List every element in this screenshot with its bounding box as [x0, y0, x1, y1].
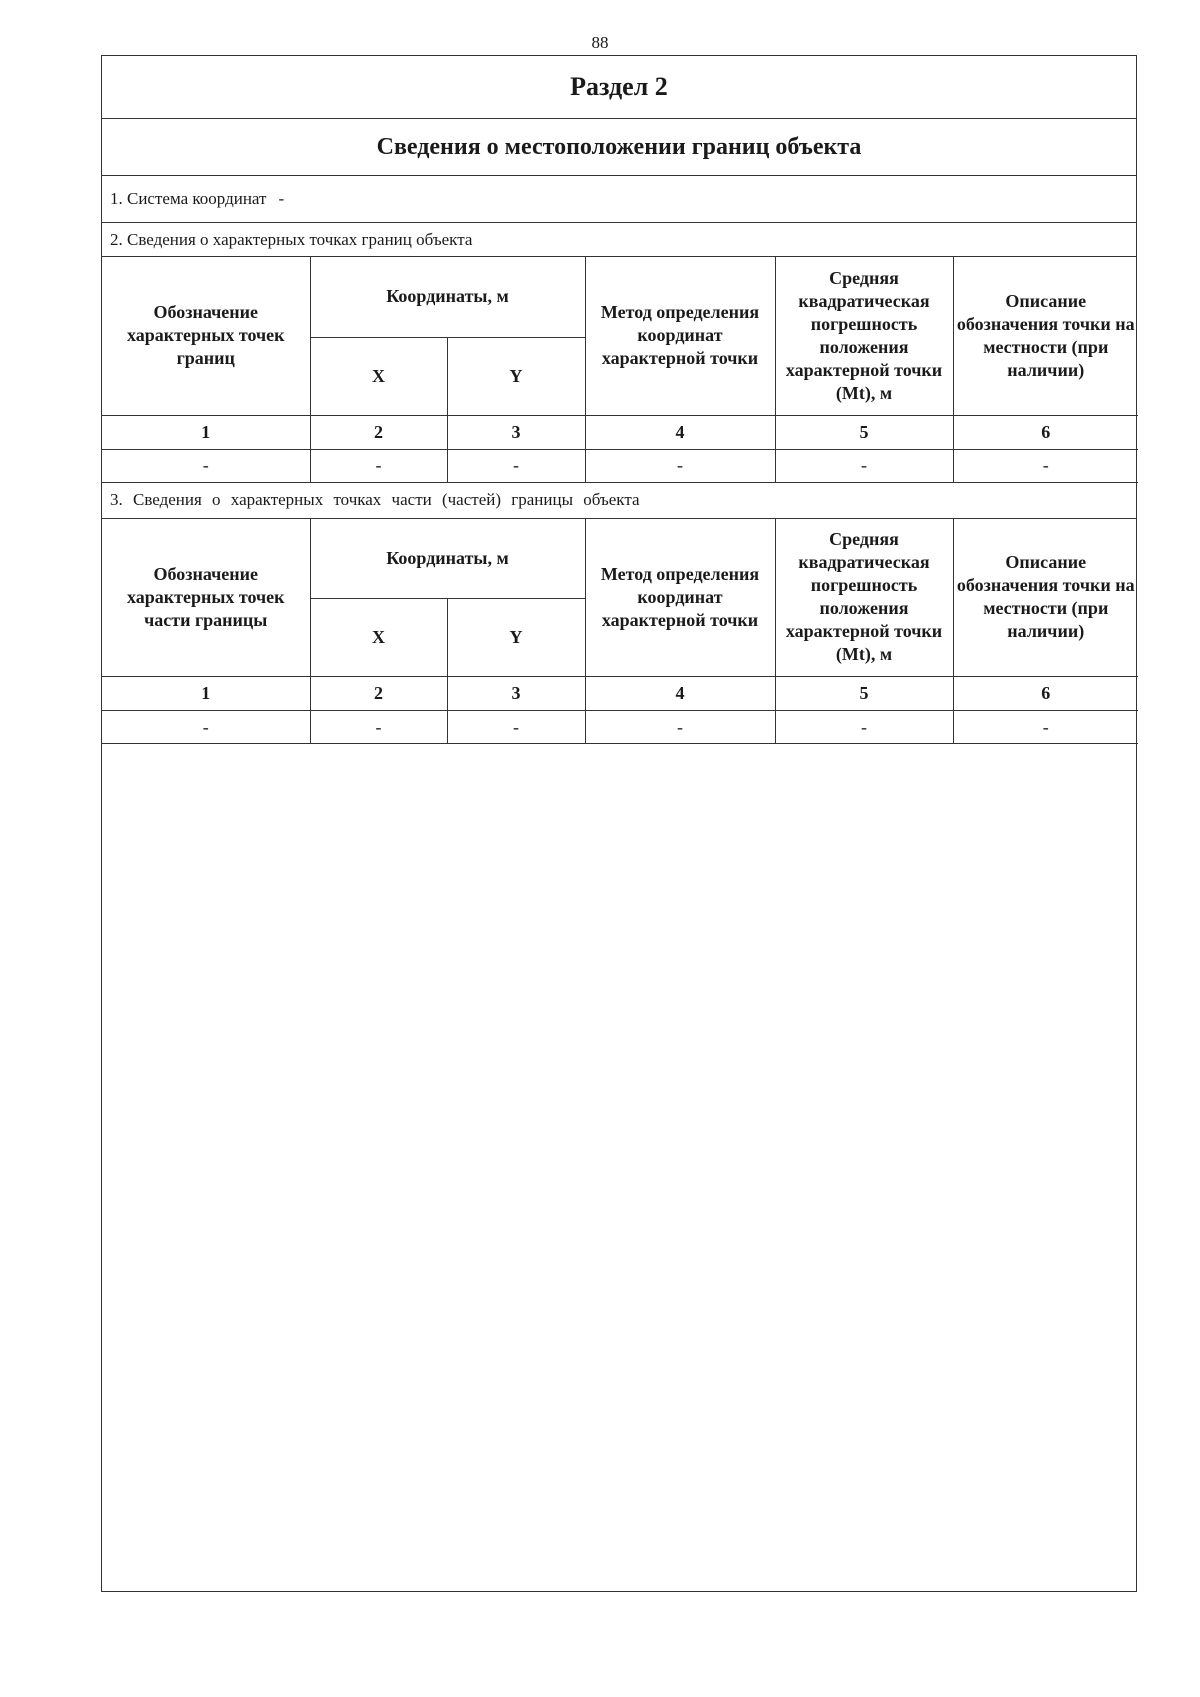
- header-description: Описание обозначения точки на местности (при наличии): [953, 519, 1138, 677]
- header-description: Описание обозначения точки на местности (при наличии): [953, 257, 1138, 415]
- column-number: 4: [585, 415, 775, 449]
- header-method: Метод определения координат характерной точки: [585, 519, 775, 677]
- part-boundary-points-label: 3. Сведения о характерных точках части (частей) границы объекта: [102, 483, 1136, 519]
- header-error: Средняя квадратическая погрешность положения характерной точки (Mt), м: [775, 519, 953, 677]
- page-number: 88: [591, 33, 609, 52]
- header-error: Средняя квадратическая погрешность положения характерной точки (Mt), м: [775, 257, 953, 415]
- table-cell: -: [775, 449, 953, 482]
- header-y: Y: [447, 599, 585, 677]
- column-number: 1: [102, 415, 310, 449]
- section-title: Раздел 2: [102, 56, 1136, 119]
- table-cell: -: [102, 711, 310, 744]
- column-number-row: [102, 415, 1138, 449]
- document-frame: [101, 55, 1137, 1592]
- table-cell: -: [310, 449, 447, 482]
- section-subtitle: Сведения о местоположении границ объекта: [102, 119, 1136, 176]
- table-cell: -: [775, 711, 953, 744]
- header-coordinates: Координаты, м: [310, 519, 585, 599]
- column-number: 5: [775, 677, 953, 711]
- column-number: 2: [310, 415, 447, 449]
- table-row: [102, 449, 1138, 482]
- column-number: 5: [775, 415, 953, 449]
- column-number: 2: [310, 677, 447, 711]
- boundary-points-table: [102, 257, 1138, 483]
- table-cell: -: [953, 449, 1138, 482]
- table-cell: -: [102, 449, 310, 482]
- table-cell: -: [447, 711, 585, 744]
- column-number: 6: [953, 415, 1138, 449]
- column-number: 3: [447, 415, 585, 449]
- coordinate-system-label: 1. Система координат: [110, 189, 267, 208]
- table-cell: -: [953, 711, 1138, 744]
- column-number: 4: [585, 677, 775, 711]
- table-cell: -: [585, 449, 775, 482]
- column-number-row: [102, 677, 1138, 711]
- coordinate-system-value: -: [278, 189, 285, 208]
- table-row: [102, 711, 1138, 744]
- column-number: 3: [447, 677, 585, 711]
- column-number: 6: [953, 677, 1138, 711]
- coordinate-system-row: [102, 176, 1136, 223]
- header-x: X: [310, 599, 447, 677]
- table-cell: -: [310, 711, 447, 744]
- column-number: 1: [102, 677, 310, 711]
- header-method: Метод определения координат характерной точки: [585, 257, 775, 415]
- header-designation: Обозначение характерных точек границ: [102, 257, 310, 415]
- table-cell: -: [585, 711, 775, 744]
- header-y: Y: [447, 337, 585, 415]
- boundary-points-label: 2. Сведения о характерных точках границ объекта: [102, 223, 1136, 257]
- part-boundary-points-table: [102, 519, 1138, 745]
- header-x: X: [310, 337, 447, 415]
- header-designation: Обозначение характерных точек части границы: [102, 519, 310, 677]
- header-coordinates: Координаты, м: [310, 257, 585, 337]
- table-cell: -: [447, 449, 585, 482]
